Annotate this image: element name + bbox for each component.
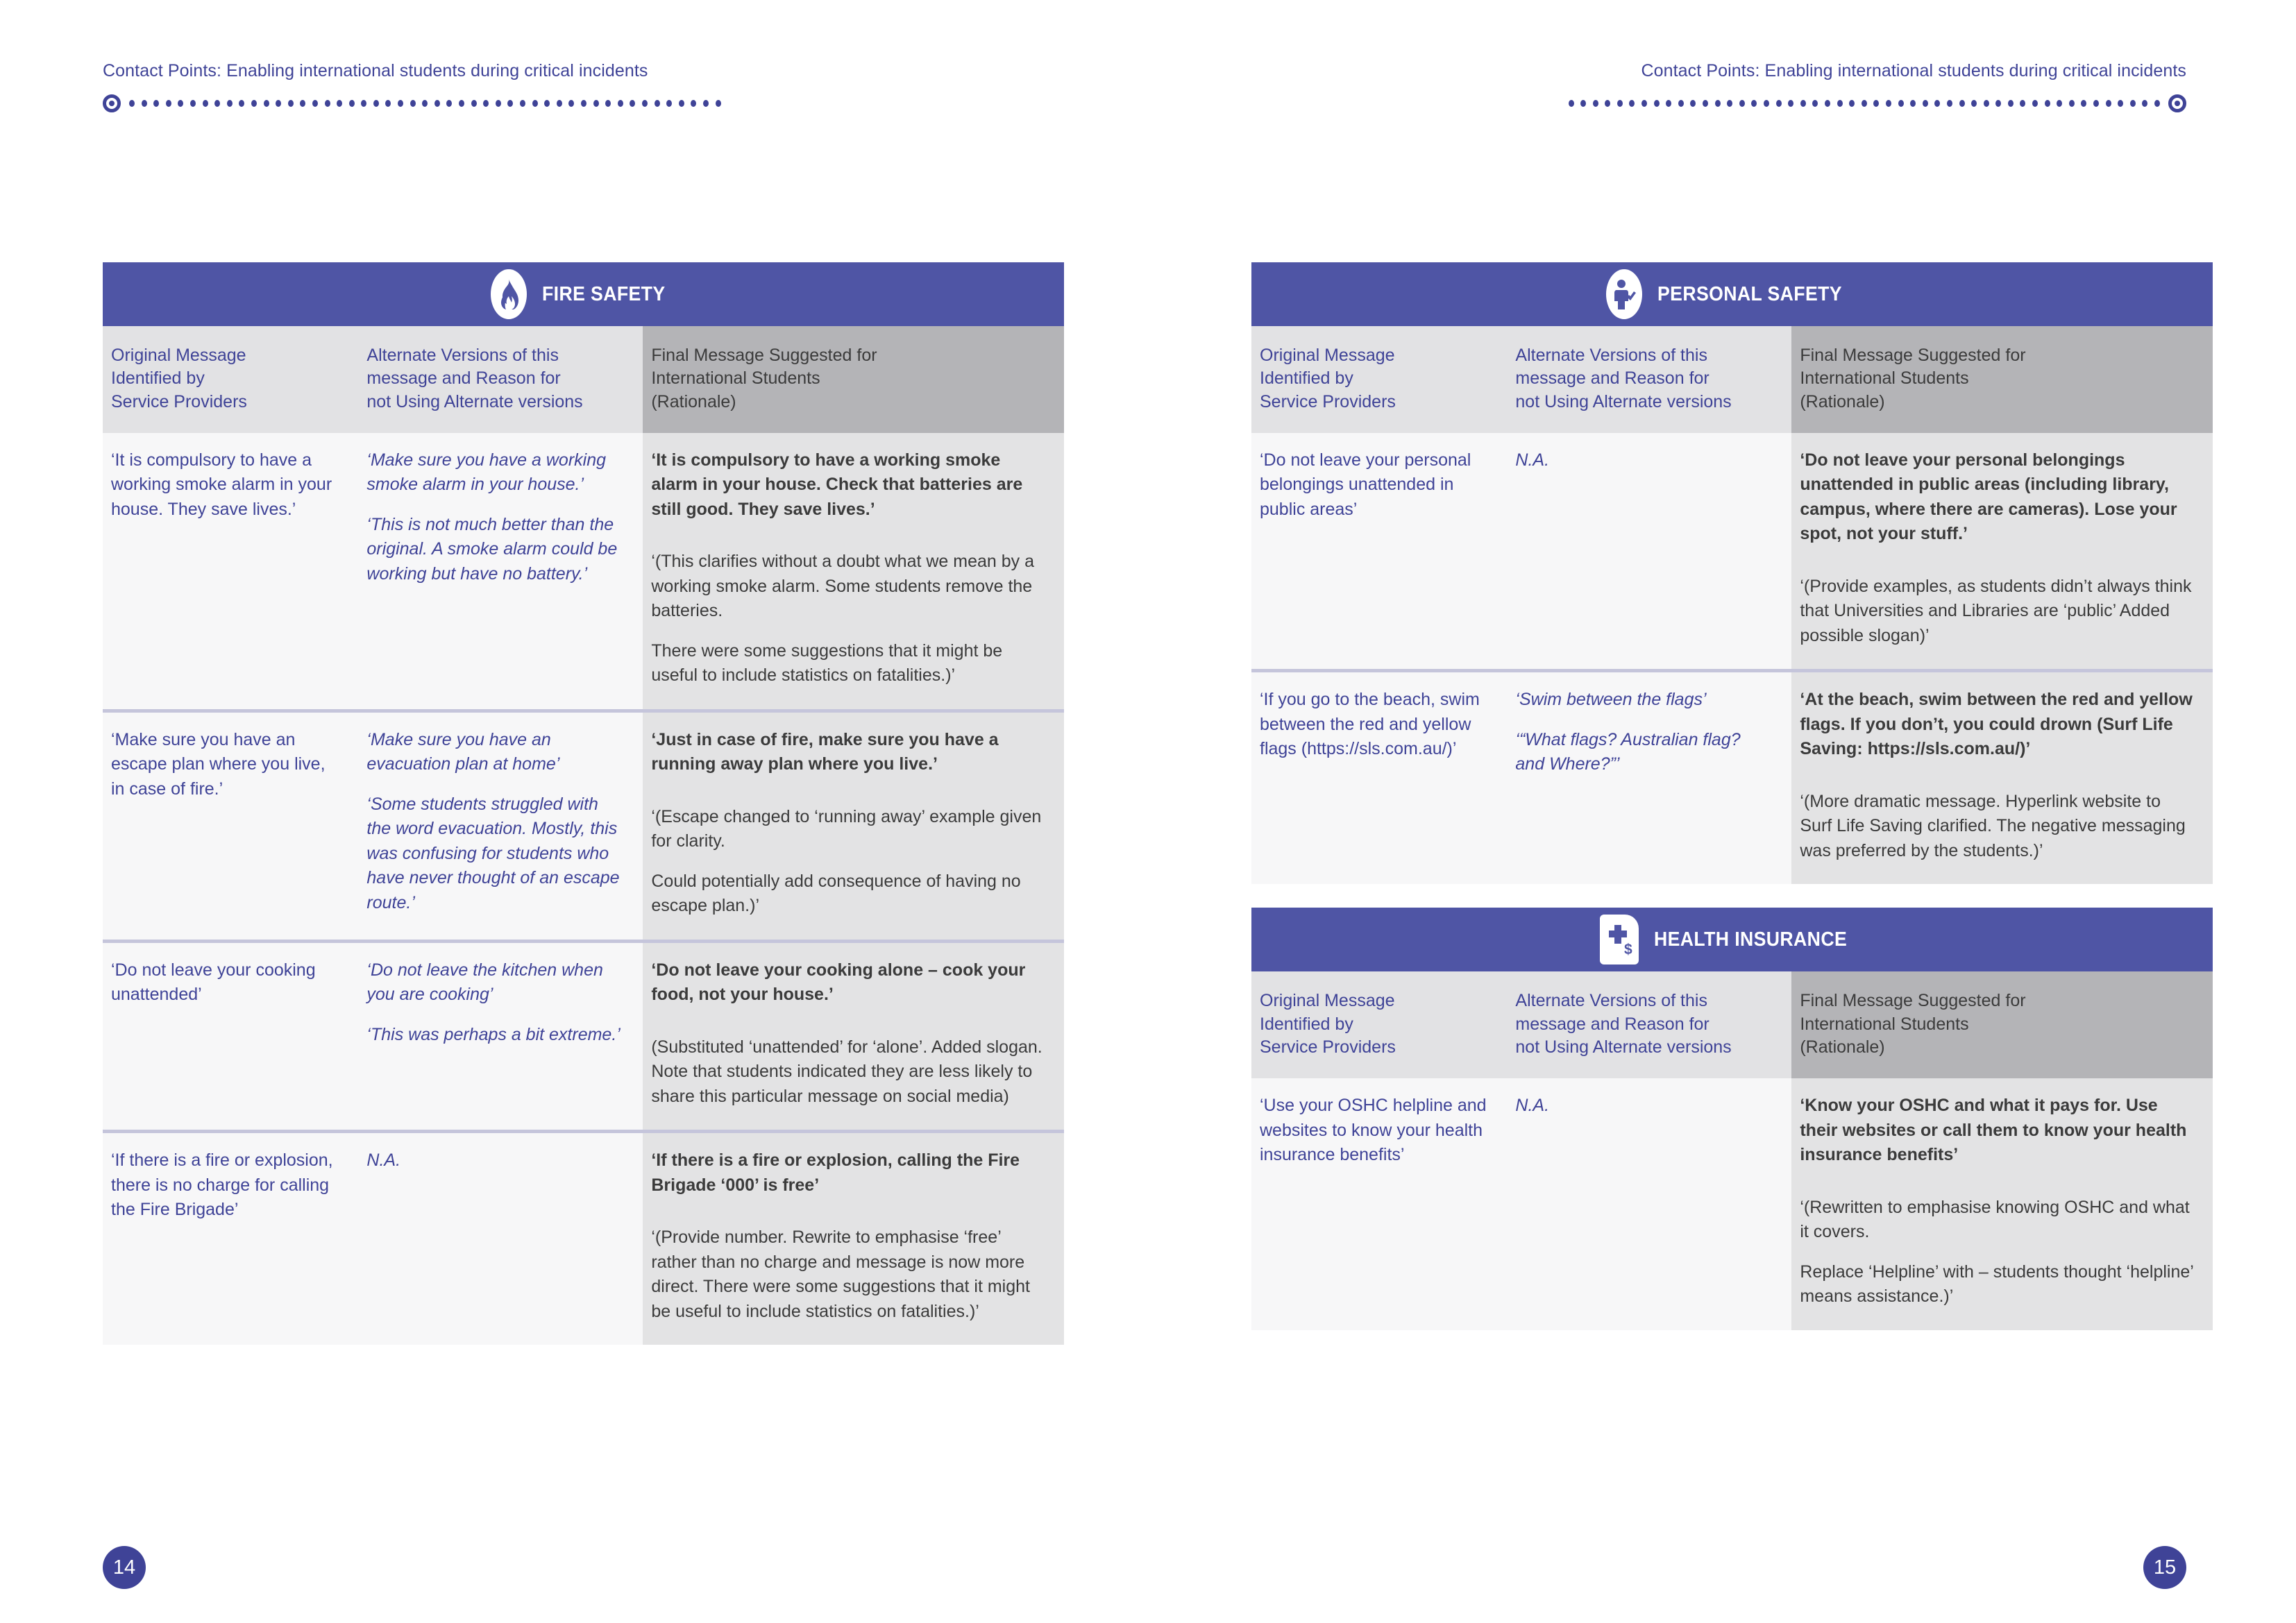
original-message-text: ‘Use your OSHC helpline and websites to know your health insurance benefits’ — [1260, 1096, 1487, 1164]
final-message-text: ‘It is compulsory to have a working smoke alarm in your house. Check that batteries are still good. They save lives.’ — [651, 450, 1023, 519]
dot — [1641, 100, 1647, 107]
dot — [507, 100, 513, 107]
dot — [2106, 100, 2111, 107]
column-header-alternate — [1507, 326, 1791, 433]
dot — [214, 100, 220, 107]
dot — [373, 100, 379, 107]
column-header-line: not Using Alternate versions — [366, 391, 583, 411]
column-header-line: Alternate Versions of this — [366, 346, 559, 365]
dot — [666, 100, 672, 107]
dot — [1910, 100, 1916, 107]
dot — [349, 100, 355, 107]
cell-original-message — [1251, 1078, 1507, 1330]
page-number-right: 15 — [2143, 1546, 2186, 1589]
rationale-text: Could potentially add consequence of having no escape plan.)’ — [651, 871, 1021, 916]
dot — [1617, 100, 1623, 107]
dot — [1569, 100, 1574, 107]
dot — [459, 100, 464, 107]
column-header-original — [103, 326, 358, 433]
column-header-final — [1791, 971, 2213, 1078]
dot — [203, 100, 208, 107]
target-ring-icon — [103, 94, 121, 112]
dot — [2057, 100, 2062, 107]
dot — [593, 100, 599, 107]
cell-alternate-versions — [1507, 433, 1791, 671]
alternate-version-text: ‘“What flags? Australian flag? and Where?”’ — [1515, 729, 1741, 774]
dot — [1984, 100, 1989, 107]
column-header-line: Alternate Versions of this — [1515, 346, 1707, 365]
cell-alternate-versions — [358, 941, 643, 1132]
cell-alternate-versions — [1507, 671, 1791, 885]
cell-original-message — [103, 433, 358, 711]
dot — [325, 100, 330, 107]
column-header-original — [1251, 326, 1507, 433]
table-row — [103, 711, 1064, 941]
dot — [129, 100, 135, 107]
column-header-line: not Using Alternate versions — [1515, 1037, 1732, 1057]
column-header-line: Original Message — [1260, 346, 1395, 365]
dot — [581, 100, 586, 107]
rationale-text: ‘(Provide examples, as students didn’t always think that Universities and Libraries are ‘public’ Added possible slogan)’ — [1800, 576, 2192, 645]
dot — [483, 100, 489, 107]
person-check-icon — [1606, 269, 1642, 319]
rationale-text: ‘(This clarifies without a doubt what we mean by a working smoke alarm. Some students remove the batteries. — [651, 552, 1035, 621]
dot — [276, 100, 281, 107]
dot — [142, 100, 147, 107]
alternate-version-text: N.A. — [1515, 1096, 1550, 1115]
original-message-text: ‘Make sure you have an escape plan where you live, in case of fire.’ — [111, 729, 326, 799]
cell-original-message — [1251, 433, 1507, 671]
dot — [1678, 100, 1684, 107]
cell-alternate-versions — [358, 711, 643, 941]
alternate-version-text: ‘This was perhaps a bit extreme.’ — [366, 1024, 621, 1044]
dot — [520, 100, 525, 107]
dot — [2142, 100, 2147, 107]
original-message-text: ‘It is compulsory to have a working smoke alarm in your house. They save lives.’ — [111, 450, 332, 519]
section-title: FIRE SAFETY — [542, 282, 666, 305]
column-header-line: Final Message Suggested for — [1800, 346, 2026, 365]
dot — [398, 100, 403, 107]
section-title: PERSONAL SAFETY — [1657, 282, 1842, 305]
dot — [630, 100, 635, 107]
section-banner — [1251, 908, 2213, 971]
dot — [544, 100, 550, 107]
final-message-text: ‘At the beach, swim between the red and yellow flags. If you don’t, you could drown (Surf Life Saving: https://sls.com.au/)’ — [1800, 690, 2193, 759]
dot — [1727, 100, 1732, 107]
dot — [1849, 100, 1855, 107]
dot — [568, 100, 574, 107]
svg-text:$: $ — [1624, 942, 1633, 957]
column-header-line: (Rationale) — [1800, 391, 1885, 411]
dot — [471, 100, 477, 107]
dot — [251, 100, 257, 107]
dot — [1837, 100, 1843, 107]
dot — [1862, 100, 1867, 107]
dot — [2118, 100, 2123, 107]
section-gap — [1251, 884, 2213, 908]
rationale-text: There were some suggestions that it might be useful to include statistics on fatalities.)’ — [651, 640, 1003, 686]
final-message-text: ‘Do not leave your personal belongings unattended in public areas (including library, campus, where there are cameras). Lose your spot, not your stuff.’ — [1800, 450, 2177, 544]
rationale-text: ‘(Escape changed to ‘running away’ example given for clarity. — [651, 806, 1042, 851]
column-header-line: International Students — [1800, 1014, 1969, 1034]
dot — [337, 100, 342, 107]
dot — [264, 100, 269, 107]
table-row — [1251, 433, 2213, 671]
original-message-text: ‘If there is a fire or explosion, there is no charge for calling the Fire Brigade’ — [111, 1150, 333, 1220]
running-header-left: Contact Points: Enabling international students during critical incidents — [103, 61, 648, 80]
alternate-version-text: ‘This is not much better than the original. A smoke alarm could be working but have no battery.’ — [366, 514, 618, 584]
dot — [239, 100, 244, 107]
dot — [178, 100, 183, 107]
dot — [1959, 100, 1965, 107]
column-header-line: Identified by — [111, 368, 205, 389]
dot — [1580, 100, 1586, 107]
dot — [716, 100, 721, 107]
alternate-version-text: ‘Do not leave the kitchen when you are cooking’ — [366, 960, 603, 1005]
dot — [1690, 100, 1696, 107]
dot — [1703, 100, 1708, 107]
dot — [312, 100, 318, 107]
column-header-line: International Students — [651, 368, 820, 389]
dot-sequence-left — [129, 100, 721, 107]
dot — [2081, 100, 2086, 107]
table-header-row — [1251, 326, 2213, 433]
column-header-line: Identified by — [1260, 1014, 1353, 1034]
column-header-final — [643, 326, 1064, 433]
dot — [2032, 100, 2038, 107]
dot — [190, 100, 196, 107]
dot — [1825, 100, 1830, 107]
original-message-text: ‘Do not leave your cooking unattended’ — [111, 960, 316, 1005]
dot — [1629, 100, 1635, 107]
rationale-text: (Substituted ‘unattended’ for ‘alone’. Added slogan. Note that students indicated they are less likely to share this particular message on social media) — [651, 1037, 1043, 1106]
cell-alternate-versions — [358, 433, 643, 711]
dot — [446, 100, 452, 107]
column-header-line: Final Message Suggested for — [651, 346, 877, 365]
dot — [1800, 100, 1806, 107]
column-header-line: Service Providers — [111, 391, 247, 411]
column-header-line: message and Reason for — [1515, 368, 1710, 389]
column-header-line: message and Reason for — [1515, 1014, 1710, 1034]
dot — [1764, 100, 1769, 107]
column-header-line: International Students — [1800, 368, 1969, 389]
dot — [166, 100, 171, 107]
cell-original-message — [103, 941, 358, 1132]
running-header-right: Contact Points: Enabling international students during critical incidents — [1641, 61, 2186, 80]
dot — [2093, 100, 2099, 107]
dot — [1873, 100, 1879, 107]
final-message-text: ‘Just in case of fire, make sure you have a running away plan where you live.’ — [651, 729, 999, 774]
dot — [227, 100, 233, 107]
dot — [1886, 100, 1891, 107]
table-row — [103, 1132, 1064, 1345]
dot — [1751, 100, 1757, 107]
dot — [2008, 100, 2014, 107]
final-message-text: ‘Do not leave your cooking alone – cook your food, not your house.’ — [651, 960, 1026, 1005]
column-header-line: Service Providers — [1260, 391, 1396, 411]
cell-original-message — [103, 1132, 358, 1345]
table-row — [1251, 671, 2213, 885]
table-header-row — [1251, 971, 2213, 1078]
dot — [691, 100, 696, 107]
cell-final-message — [643, 941, 1064, 1132]
dot — [1923, 100, 1928, 107]
alternate-version-text: ‘Swim between the flags’ — [1515, 690, 1707, 710]
dot — [1715, 100, 1721, 107]
cell-final-message — [643, 711, 1064, 941]
dot-rule-right — [1569, 93, 2187, 114]
dot — [642, 100, 648, 107]
final-message-text: ‘Know your OSHC and what it pays for. Use their websites or call them to know your health insurance benefits’ — [1800, 1096, 2187, 1164]
column-header-alternate — [358, 326, 643, 433]
alternate-version-text: ‘Some students struggled with the word evacuation. Mostly, this was confusing for students who have never thought of an escape route.’ — [366, 794, 620, 912]
dot — [679, 100, 684, 107]
dot — [532, 100, 538, 107]
message-table — [1251, 326, 2213, 884]
cell-alternate-versions — [358, 1132, 643, 1345]
dot — [1666, 100, 1671, 107]
alternate-version-text: ‘Make sure you have an evacuation plan at home’ — [366, 729, 560, 774]
dot — [618, 100, 623, 107]
table-header-row — [103, 326, 1064, 433]
dot — [2130, 100, 2136, 107]
table-row — [1251, 1078, 2213, 1330]
column-header-original — [1251, 971, 1507, 1078]
cell-original-message — [103, 711, 358, 941]
dot — [300, 100, 305, 107]
cell-final-message — [643, 433, 1064, 711]
column-header-line: (Rationale) — [1800, 1037, 1885, 1057]
cell-original-message — [1251, 671, 1507, 885]
rationale-text: Replace ‘Helpline’ with – students thought ‘helpline’ means assistance.)’ — [1800, 1261, 2193, 1306]
section-title: HEALTH INSURANCE — [1654, 928, 1848, 951]
final-message-text: ‘If there is a fire or explosion, calling the Fire Brigade ‘000’ is free’ — [651, 1150, 1020, 1195]
dot — [422, 100, 428, 107]
column-header-line: Service Providers — [1260, 1037, 1396, 1057]
alternate-version-text: ‘Make sure you have a working smoke alarm in your house.’ — [366, 450, 607, 495]
column-header-final — [1791, 326, 2213, 433]
dot — [1934, 100, 1940, 107]
cell-alternate-versions — [1507, 1078, 1791, 1330]
dot — [1971, 100, 1977, 107]
dot — [1898, 100, 1904, 107]
dot — [153, 100, 159, 107]
cell-final-message — [643, 1132, 1064, 1345]
dot — [410, 100, 416, 107]
page-right — [1148, 0, 2296, 1623]
content-left — [103, 262, 1064, 1345]
dot — [434, 100, 440, 107]
column-header-line: not Using Alternate versions — [1515, 391, 1732, 411]
dot — [288, 100, 294, 107]
rationale-text: ‘(Provide number. Rewrite to emphasise ‘free’ rather than no charge and message is now more direct. There were some suggestions that it might be useful to include statistics on fatalities.)’ — [651, 1227, 1030, 1321]
dot — [605, 100, 611, 107]
dot — [2045, 100, 2050, 107]
rationale-text: ‘(More dramatic message. Hyperlink website to Surf Life Saving clarified. The negative messaging was preferred by the students.)’ — [1800, 791, 2186, 860]
dot — [1776, 100, 1782, 107]
message-table — [1251, 971, 2213, 1329]
alternate-version-text: N.A. — [366, 1150, 401, 1171]
dot — [655, 100, 660, 107]
dot — [385, 100, 391, 107]
health-insurance-icon — [1600, 915, 1639, 965]
column-header-line: Identified by — [1260, 368, 1353, 389]
message-table — [103, 326, 1064, 1345]
original-message-text: ‘If you go to the beach, swim between the red and yellow flags (https://sls.com.au/)’ — [1260, 690, 1480, 759]
table-row — [103, 433, 1064, 711]
alternate-version-text: N.A. — [1515, 450, 1550, 470]
page-number-left: 14 — [103, 1546, 146, 1589]
dot — [557, 100, 562, 107]
column-header-line: Final Message Suggested for — [1800, 991, 2026, 1011]
dot-rule-left — [103, 93, 721, 114]
dot — [1654, 100, 1660, 107]
dot — [2154, 100, 2160, 107]
flame-icon — [491, 269, 527, 319]
column-header-line: message and Reason for — [366, 368, 561, 389]
dot — [1788, 100, 1793, 107]
rationale-text: ‘(Rewritten to emphasise knowing OSHC and what it covers. — [1800, 1197, 2190, 1241]
dot — [1995, 100, 2001, 107]
dot — [1739, 100, 1745, 107]
cell-final-message — [1791, 671, 2213, 885]
dot — [1593, 100, 1598, 107]
dot — [1947, 100, 1952, 107]
dot — [2020, 100, 2025, 107]
target-ring-icon — [2168, 94, 2186, 112]
dot — [1812, 100, 1818, 107]
column-header-alternate — [1507, 971, 1791, 1078]
dot — [2069, 100, 2075, 107]
column-header-line: Alternate Versions of this — [1515, 991, 1707, 1011]
dot — [1605, 100, 1610, 107]
section-banner — [103, 262, 1064, 326]
column-header-line: (Rationale) — [651, 391, 736, 411]
column-header-line: Original Message — [111, 346, 246, 365]
dot-sequence-right — [1569, 100, 2161, 107]
section-banner — [1251, 262, 2213, 326]
content-right — [1251, 262, 2213, 1330]
original-message-text: ‘Do not leave your personal belongings unattended in public areas’ — [1260, 450, 1471, 519]
dot — [496, 100, 501, 107]
cell-final-message — [1791, 1078, 2213, 1330]
column-header-line: Original Message — [1260, 991, 1395, 1011]
dot — [361, 100, 366, 107]
cell-final-message — [1791, 433, 2213, 671]
table-row — [103, 941, 1064, 1132]
dot — [703, 100, 709, 107]
